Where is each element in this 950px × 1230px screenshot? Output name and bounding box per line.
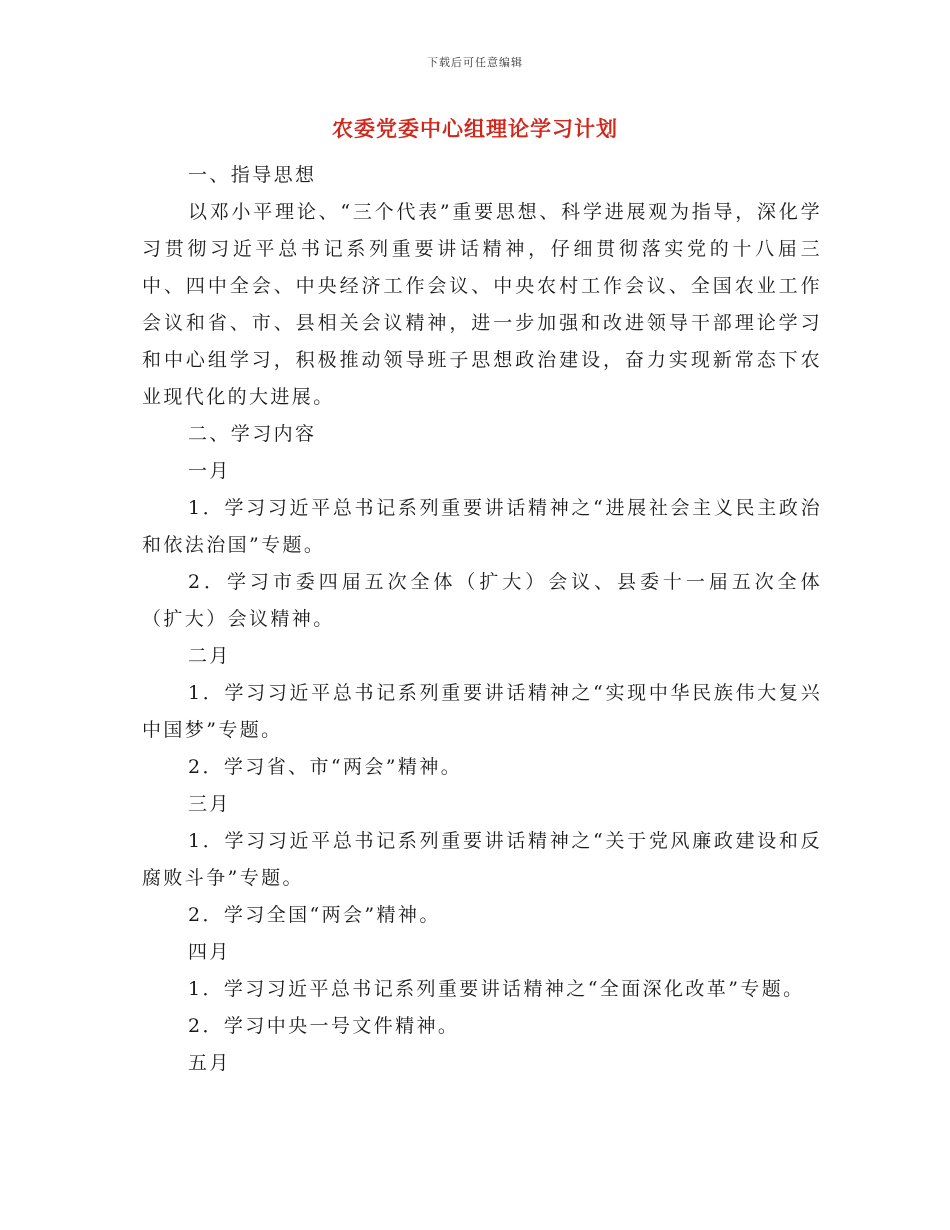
list-item: 1．学习习近平总书记系列重要讲话精神之“进展社会主义民主政治和依法治国”专题。 xyxy=(142,497,822,556)
list-item: 2．学习全国“两会”精神。 xyxy=(188,904,441,926)
list-item: 2．学习中央一号文件精神。 xyxy=(188,1015,460,1037)
list-item: 2．学习省、市“两会”精神。 xyxy=(188,756,463,778)
month-heading-may: 五月 xyxy=(188,1052,231,1074)
header-note: 下载后可任意编辑 xyxy=(427,56,523,69)
section-heading-study-content: 二、学习内容 xyxy=(188,423,317,445)
list-item: 1．学习习近平总书记系列重要讲话精神之“全面深化改革”专题。 xyxy=(188,978,805,1000)
paragraph-guiding-ideology: 以邓小平理论、“三个代表”重要思想、科学进展观为指导，深化学习贯彻习近平总书记系列重要讲话精神，仔细贯彻落实党的十八届三中、四中全会、中央经济工作会议、中央农村工作会议、全国农业工作会议和省、市、县相关会议精神，进一步加强和改进领导干部理论学习和中心组学习，积极推动领导班子思想政治建设，奋力实现新常态下农业现代化的大进展。 xyxy=(142,201,822,408)
month-heading-february: 二月 xyxy=(188,645,231,667)
month-heading-january: 一月 xyxy=(188,460,231,482)
section-heading-guiding-ideology: 一、指导思想 xyxy=(188,164,317,186)
list-item: 1．学习习近平总书记系列重要讲话精神之“关于党风廉政建设和反腐败斗争”专题。 xyxy=(142,830,822,889)
month-heading-march: 三月 xyxy=(188,793,231,815)
list-item: 2．学习市委四届五次全体（扩大）会议、县委十一届五次全体（扩大）会议精神。 xyxy=(142,571,822,630)
month-heading-april: 四月 xyxy=(188,941,231,963)
document-title: 农委党委中心组理论学习计划 xyxy=(332,116,618,141)
list-item: 1．学习习近平总书记系列重要讲话精神之“实现中华民族伟大复兴中国梦”专题。 xyxy=(142,682,822,741)
document-body xyxy=(142,157,822,1082)
